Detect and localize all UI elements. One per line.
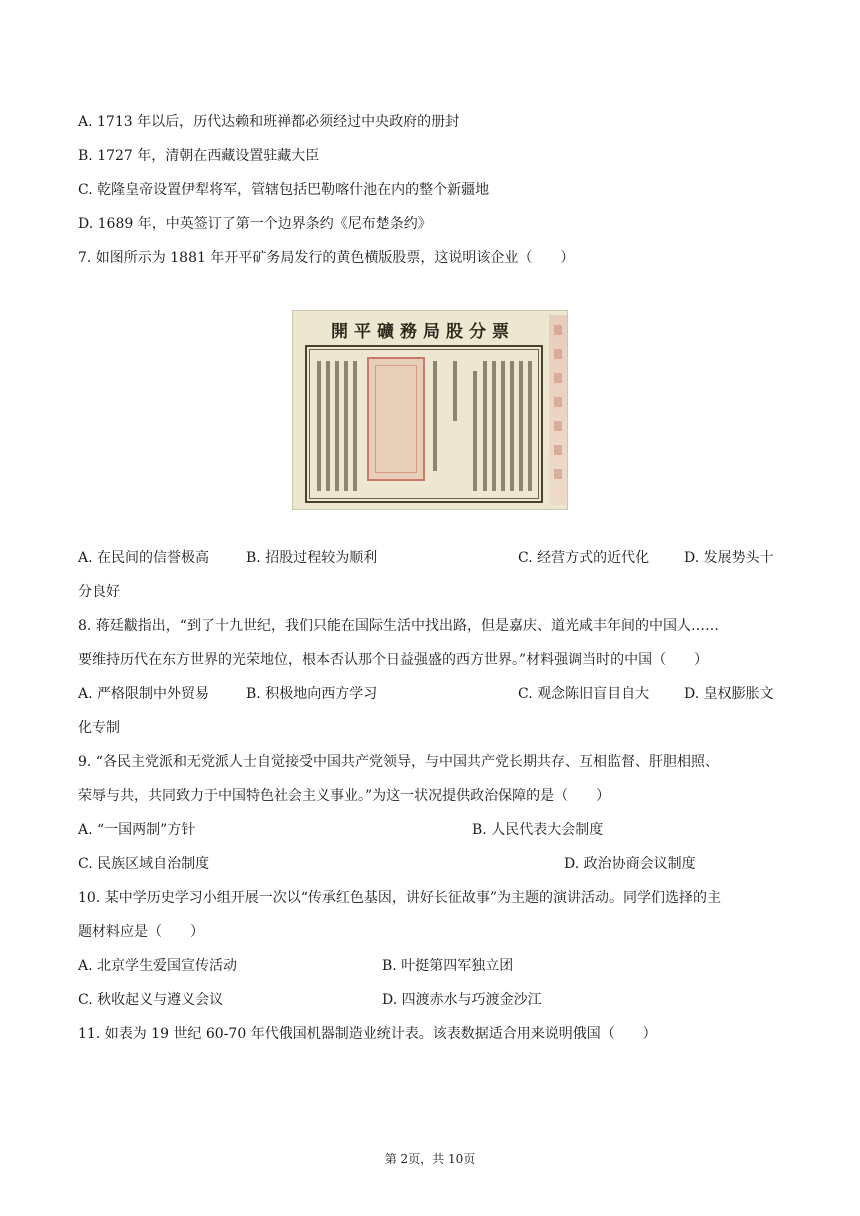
q8-option-d: D. 皇权膨胀文 <box>684 686 774 702</box>
red-seal-stamp <box>367 357 425 481</box>
side-stamp <box>549 315 567 505</box>
q9-option-b: B. 人民代表大会制度 <box>472 822 604 838</box>
q7-option-d-continued: 分良好 <box>78 584 120 600</box>
q7-option-a: A. 在民间的信誉极高 <box>78 550 210 566</box>
q8-option-d-continued: 化专制 <box>78 720 120 736</box>
q9-option-c: C. 民族区域自治制度 <box>78 856 210 872</box>
q8-stem-line1: 8. 蒋廷黻指出，“到了十九世纪，我们只能在国际生活中找出路，但是嘉庆、道光咸丰年间的中国人…… <box>78 618 719 634</box>
page-footer: 第 2页，共 10页 <box>384 1152 476 1166</box>
q10-option-a: A. 北京学生爱国宣传活动 <box>78 958 238 974</box>
q7-option-d: D. 发展势头十 <box>684 550 774 566</box>
q8-option-b: B. 积极地向西方学习 <box>246 686 378 702</box>
q10-option-d: D. 四渡赤水与巧渡金沙江 <box>382 992 542 1008</box>
q7-option-b: B. 招股过程较为顺利 <box>246 550 378 566</box>
q6-option-c: C. 乾隆皇帝设置伊犁将军，管辖包括巴勒喀什池在内的整个新疆地 <box>78 182 490 198</box>
q6-option-a: A. 1713 年以后，历代达赖和班禅都必须经过中央政府的册封 <box>78 114 460 130</box>
q7-option-c: C. 经营方式的近代化 <box>518 550 650 566</box>
stock-certificate-image <box>292 310 568 510</box>
q7-stem: 7. 如图所示为 1881 年开平矿务局发行的黄色横版股票，这说明该企业（ ） <box>78 250 575 266</box>
q8-option-a: A. 严格限制中外贸易 <box>78 686 210 702</box>
q10-option-c: C. 秋收起义与遵义会议 <box>78 992 224 1008</box>
q6-option-d: D. 1689 年，中英签订了第一个边界条约《尼布楚条约》 <box>78 216 432 232</box>
q8-stem-line2: 要维持历代在东方世界的光荣地位，根本否认那个日益强盛的西方世界。”材料强调当时的中国（ ） <box>78 652 709 668</box>
q8-option-c: C. 观念陈旧盲目自大 <box>518 686 650 702</box>
certificate-title: 開平礦務局股分票 <box>331 322 515 342</box>
q11-stem: 11. 如表为 19 世纪 60-70 年代俄国机器制造业统计表。该表数据适合用来说明俄国（ ） <box>78 1026 657 1042</box>
q9-option-a: A. “一国两制”方针 <box>78 822 196 838</box>
q9-option-d: D. 政治协商会议制度 <box>564 856 696 872</box>
q10-option-b: B. 叶挺第四军独立团 <box>382 958 514 974</box>
q6-option-b: B. 1727 年，清朝在西藏设置驻藏大臣 <box>78 148 320 164</box>
q9-stem-line1: 9. “各民主党派和无党派人士自觉接受中国共产党领导，与中国共产党长期共存、互相监督、肝胆相照、 <box>78 754 719 770</box>
q10-stem-line2: 题材料应是（ ） <box>78 924 204 940</box>
q9-stem-line2: 荣辱与共，共同致力于中国特色社会主义事业。”为这一状况提供政治保障的是（ ） <box>78 788 611 804</box>
q10-stem-line1: 10. 某中学历史学习小组开展一次以“传承红色基因，讲好长征故事”为主题的演讲活动。同学们选择的主 <box>78 890 722 906</box>
